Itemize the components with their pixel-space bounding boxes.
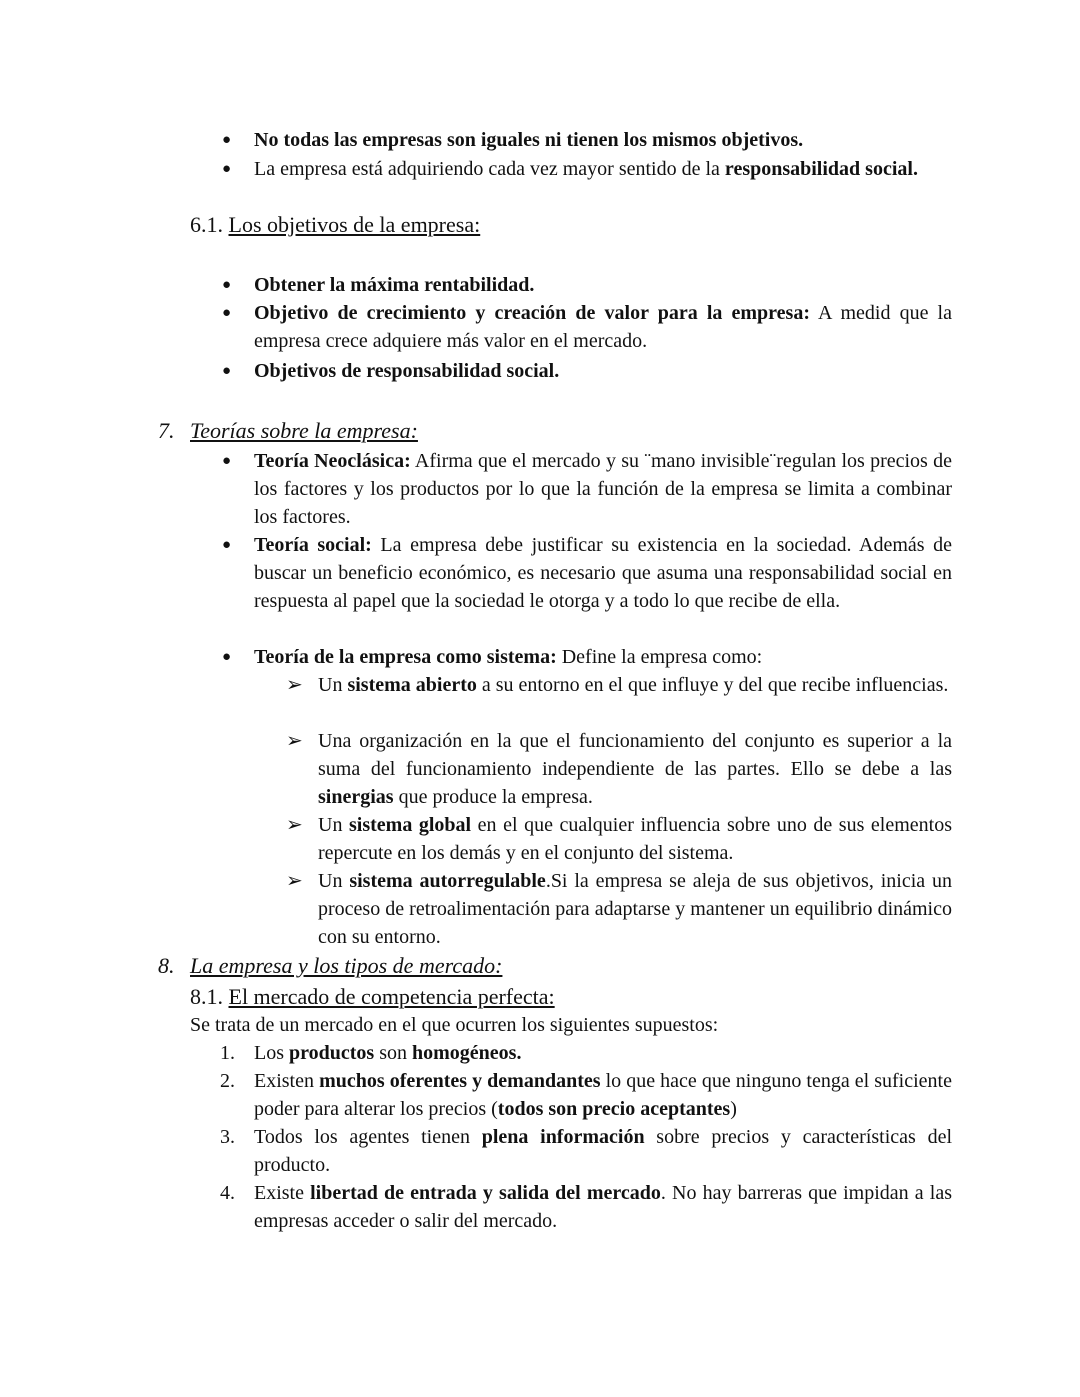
theory-social-bold: Teoría social:: [254, 534, 372, 556]
intro-bullet-2: [254, 155, 952, 183]
section-8-heading: [158, 951, 502, 981]
assumption-1-bold1: productos: [289, 1042, 375, 1064]
section-8-1-title: El mercado de competencia perfecta:: [228, 984, 555, 1009]
assumption-2-marker: 2.: [220, 1070, 235, 1092]
objective-bullet-1: [254, 271, 952, 299]
system-subitem-3-pre: Un: [318, 814, 349, 836]
intro-bullet-1: [254, 126, 952, 154]
assumption-4-bold1: libertad de entrada y salida del mercado: [310, 1182, 661, 1204]
assumption-3-marker: 3.: [220, 1126, 235, 1148]
assumption-3-mid: sobre precios y características del producto.: [254, 1126, 953, 1176]
assumption-1-pre: Los: [254, 1042, 289, 1064]
section-8-number: 8.: [158, 953, 175, 978]
system-subitem-2-post: que produce la empresa.: [393, 786, 593, 808]
system-subitem-1: [286, 671, 952, 699]
intro-bullet-1-bold: No todas las empresas son iguales ni tienen los mismos objetivos.: [254, 129, 804, 151]
section-6-1-number: 6.1.: [190, 212, 223, 237]
system-subitem-2: [286, 727, 952, 811]
objective-bullet-3-bold: Objetivos de responsabilidad social.: [254, 360, 560, 382]
objective-bullet-2-text: A medid que la empresa crece adquiere más valor en el mercado.: [254, 302, 952, 352]
section-6-1-heading: [190, 210, 480, 240]
system-subitem-1-bold: sistema abierto: [347, 674, 477, 696]
arrow-bullet-icon: ➢: [286, 730, 303, 752]
system-subitem-2-pre: Una organización en la que el funcionamiento del conjunto es superior a la suma del funcionamiento independiente de las partes. Ello se debe a las: [318, 730, 952, 780]
assumption-item-4: [220, 1179, 953, 1235]
assumption-3-pre: Todos los agentes tienen: [254, 1126, 482, 1148]
intro-bullet-2-text: La empresa está adquiriendo cada vez mayor sentido de la: [254, 158, 725, 180]
section-6-1-title: Los objetivos de la empresa:: [228, 212, 481, 237]
system-subitem-1-post: a su entorno en el que influye y del que recibe influencias.: [476, 674, 949, 696]
assumption-1-mid: son: [374, 1042, 413, 1064]
assumption-3-bold1: plena información: [481, 1126, 645, 1148]
assumption-2-bold1: muchos oferentes y demandantes: [319, 1070, 601, 1092]
system-subitem-2-bold: sinergias: [318, 786, 394, 808]
section-7-title: Teorías sobre la empresa:: [190, 418, 418, 443]
system-subitem-4-bold: sistema autorregulable: [349, 870, 546, 892]
section-8-title: La empresa y los tipos de mercado:: [190, 953, 503, 978]
theory-system-text: Define la empresa como:: [556, 646, 763, 668]
section-7-number: 7.: [158, 418, 175, 443]
theory-social-text: La empresa debe justificar su existencia en la sociedad. Además de buscar un beneficio económico, es necesario que asuma una responsabilidad social en respuesta al papel que la sociedad le otorga y a todo lo que recibe de ella.: [254, 534, 952, 612]
intro-bullet-2-bold: responsabilidad social.: [724, 158, 918, 180]
objective-bullet-2-bold: Objetivo de crecimiento y creación de valor para la empresa:: [254, 302, 810, 324]
objective-bullet-2: [254, 299, 952, 355]
system-subitem-4-post: .Si la empresa se aleja de sus objetivos, inicia un proceso de retroalimentación para adaptarse y mantener un equilibrio dinámico con su entorno.: [318, 870, 952, 948]
assumption-item-3: [220, 1123, 953, 1179]
theory-bullet-neoclassical: [254, 447, 952, 531]
assumption-2-pre: Existen: [254, 1070, 320, 1092]
system-subitem-1-pre: Un: [318, 674, 348, 696]
assumption-4-mid: . No hay barreras que impidan a las empresas acceder o salir del mercado.: [254, 1182, 953, 1232]
section-8-1-intro: Se trata de un mercado en el que ocurren los siguientes supuestos:: [190, 1014, 719, 1036]
theory-bullet-system: [254, 643, 952, 671]
assumption-2-post: ): [730, 1098, 737, 1120]
assumption-4-marker: 4.: [220, 1182, 235, 1204]
arrow-bullet-icon: ➢: [286, 870, 303, 892]
arrow-bullet-icon: ➢: [286, 674, 303, 696]
assumption-item-1: [220, 1039, 952, 1067]
assumption-4-pre: Existe: [254, 1182, 311, 1204]
section-8-1-number: 8.1.: [190, 984, 223, 1009]
theory-neoclassical-text: Afirma que el mercado y su ¨mano invisible¨regulan los precios de los factores y los productos por lo que la función de la empresa se limita a combinar los factores.: [254, 450, 952, 528]
arrow-bullet-icon: ➢: [286, 814, 303, 836]
theory-system-bold: Teoría de la empresa como sistema:: [254, 646, 557, 668]
system-subitem-3-bold: sistema global: [349, 814, 472, 836]
theory-bullet-social: [254, 531, 952, 615]
assumption-1-marker: 1.: [220, 1042, 235, 1064]
system-subitem-4: [286, 867, 952, 951]
section-8-1-heading: [190, 982, 555, 1012]
section-7-heading: [158, 416, 418, 446]
objective-bullet-3: [254, 357, 952, 385]
assumption-1-bold2: homogéneos.: [412, 1042, 522, 1064]
assumption-2-bold2: todos son precio aceptantes: [497, 1098, 731, 1120]
system-subitem-4-pre: Un: [318, 870, 350, 892]
system-subitem-3-post: en el que cualquier influencia sobre uno de sus elementos repercute en los demás y en el conjunto del sistema.: [318, 814, 952, 864]
assumption-2-mid: lo que hace que ninguno tenga el suficiente poder para alterar los precios (: [254, 1070, 952, 1120]
theory-neoclassical-bold: Teoría Neoclásica:: [254, 450, 411, 472]
assumption-item-2: [220, 1067, 952, 1123]
objective-bullet-1-bold: Obtener la máxima rentabilidad.: [254, 274, 535, 296]
system-subitem-3: [286, 811, 952, 867]
